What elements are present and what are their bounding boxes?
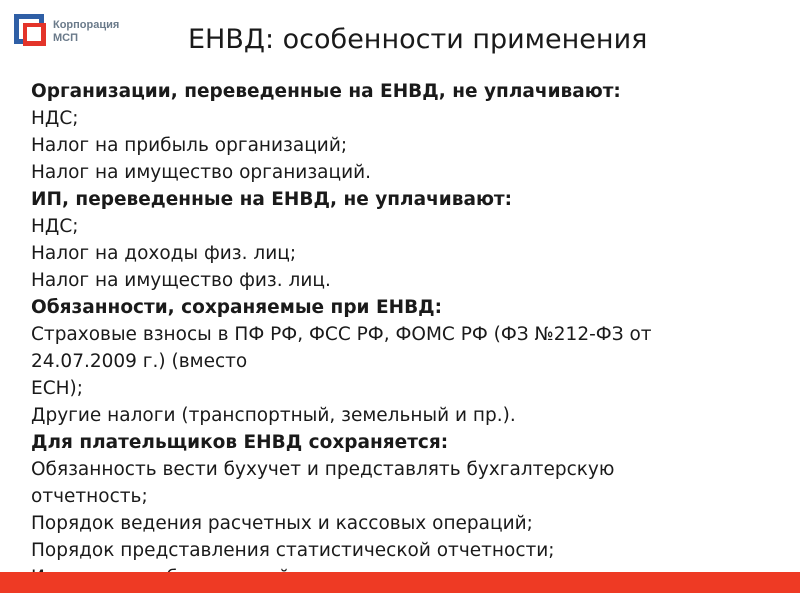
section-heading: Обязанности, сохраняемые при ЕНВД: bbox=[31, 297, 443, 318]
logo-text bbox=[53, 19, 119, 45]
bottom-accent-bar bbox=[0, 572, 800, 593]
list-item: Налог на имущество организаций. bbox=[31, 162, 372, 183]
list-item: НДС; bbox=[31, 108, 79, 129]
logo-text-line2: МСП bbox=[53, 32, 79, 44]
corporation-msp-logo bbox=[12, 12, 137, 48]
list-item: Налог на доходы физ. лиц; bbox=[31, 243, 297, 264]
list-item: Порядок ведения расчетных и кассовых операций; bbox=[31, 513, 533, 534]
logo-text-line1: Корпорация bbox=[53, 19, 120, 31]
slide-title: ЕНВД: особенности применения bbox=[188, 24, 648, 55]
section-heading: Организации, переведенные на ЕНВД, не уплачивают: bbox=[31, 81, 621, 102]
list-item: Страховые взносы в ПФ РФ, ФСС РФ, ФОМС РФ (ФЗ №212-ФЗ от bbox=[31, 324, 652, 345]
list-item: Другие налоги (транспортный, земельный и пр.). bbox=[31, 405, 516, 426]
section-heading: Для плательщиков ЕНВД сохраняется: bbox=[31, 432, 449, 453]
list-item: Обязанность вести бухучет и представлять бухгалтерскую bbox=[31, 459, 615, 480]
list-item: НДС; bbox=[31, 216, 79, 237]
list-item: 24.07.2009 г.) (вместо bbox=[31, 351, 248, 372]
list-item: Порядок представления статистической отчетности; bbox=[31, 540, 555, 561]
slide-body bbox=[31, 78, 791, 591]
list-item: отчетность; bbox=[31, 486, 148, 507]
list-item: Налог на имущество физ. лиц. bbox=[31, 270, 331, 291]
list-item: ЕСН); bbox=[31, 378, 83, 399]
logo-mark-icon bbox=[12, 12, 46, 46]
list-item: Налог на прибыль организаций; bbox=[31, 135, 348, 156]
section-heading: ИП, переведенные на ЕНВД, не уплачивают: bbox=[31, 189, 513, 210]
